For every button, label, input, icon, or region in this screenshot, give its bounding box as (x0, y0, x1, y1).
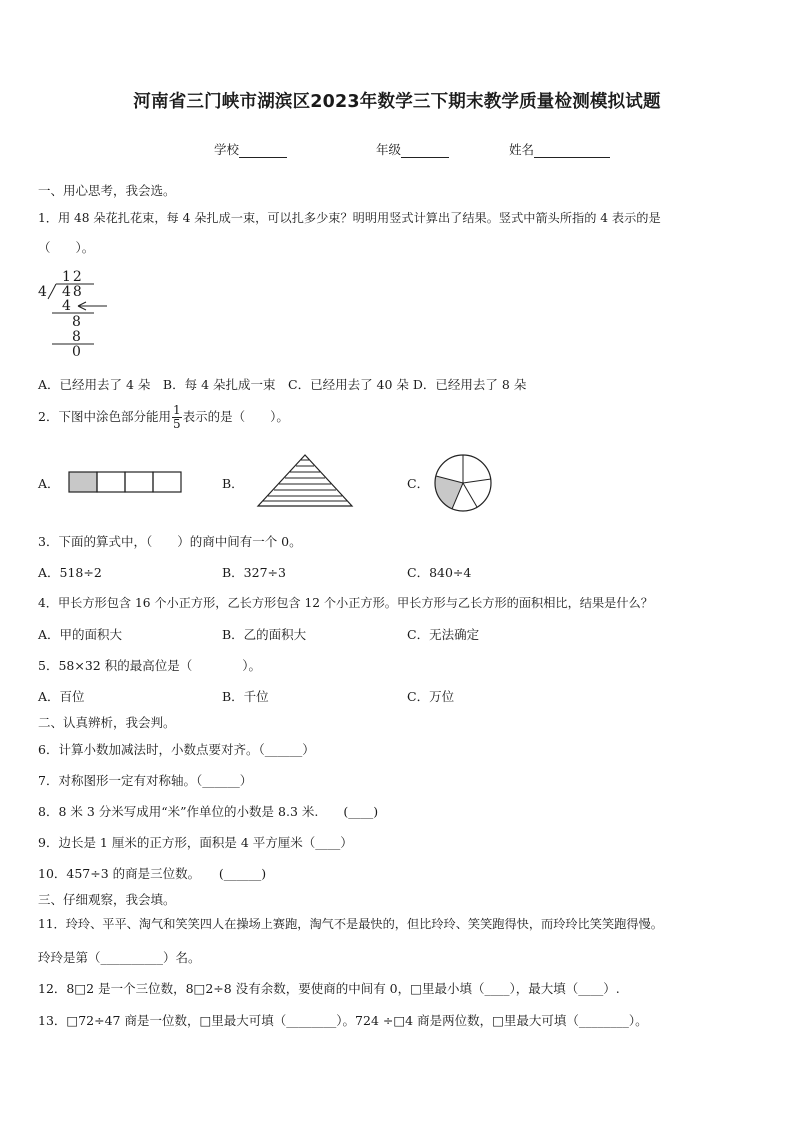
remainder: 0 (72, 344, 81, 360)
q2-stem-suffix: 表示的是（ ）。 (182, 409, 289, 424)
grade-label: 年级 (376, 142, 402, 157)
q6-statement: 6．计算小数加减法时，小数点要对齐。（______） (38, 742, 315, 757)
strip-cell (97, 472, 125, 492)
strip-cell (153, 472, 181, 492)
q10-statement: 10．457÷3 的商是三位数。 (______) (38, 866, 267, 881)
section-3-heading: 三、仔细观察，我会填。 (38, 892, 176, 907)
step-product-2: 8 (72, 329, 81, 345)
q2-option-a-label: A． (38, 476, 60, 491)
q2-option-b-label: B． (222, 476, 244, 491)
q12-stem: 12．8□2 是一个三位数，8□2÷8 没有余数，要使商的中间有 0，□里最小填（____），最大填（____）. (38, 981, 620, 996)
q3-option-b: B．327÷3 (222, 565, 286, 580)
divisor: 4 (38, 284, 47, 300)
section-1-heading: 一、用心思考，我会选。 (38, 183, 176, 198)
q3-option-a: A．518÷2 (38, 565, 102, 580)
q5-option-b: B．千位 (222, 689, 269, 704)
strip-figure (69, 472, 181, 492)
q2-stem-prefix: 2．下图中涂色部分能用 (38, 409, 171, 424)
q11-stem: 11．玲玲、平平、淘气和笑笑四人在操场上赛跑，淘气不是最快的，但比玲玲、笑笑跑得快，而玲玲比笑笑跑得慢。 (38, 917, 663, 931)
q3-option-c: C．840÷4 (407, 565, 472, 580)
q1-stem-cont: （ ）。 (38, 240, 95, 255)
q3-stem: 3．下面的算式中，（ ）的商中间有一个 0。 (38, 534, 302, 549)
q4-option-b: B．乙的面积大 (222, 627, 307, 642)
page-title: 河南省三门峡市湖滨区2023年数学三下期末教学质量检测模拟试题 (133, 92, 661, 112)
fraction-numerator: 1 (172, 403, 181, 417)
step-product-1: 4 (62, 298, 71, 314)
fraction-denominator: 5 (172, 417, 181, 431)
strip-cell-shaded (69, 472, 97, 492)
step-bring-down: 8 (72, 314, 81, 330)
section-2-heading: 二、认真辨析，我会判。 (38, 715, 176, 730)
q1-options: A．已经用去了 4 朵 B．每 4 朵扎成一束 C．已经用去了 40 朵 D．已经用去了 8 朵 (38, 377, 527, 392)
q1-stem: 1．用 48 朵花扎花束，每 4 朵扎成一束，可以扎多少束？明明用竖式计算出了结果。竖式中箭头所指的 4 表示的是 (38, 211, 661, 225)
circle-radius (463, 479, 491, 483)
q13-stem: 13．□72÷47 商是一位数，□里最大可填（________）。724 ÷□4 商是两位数，□里最大可填（________）。 (38, 1013, 648, 1028)
q4-option-a: A．甲的面积大 (38, 627, 123, 642)
triangle-outline (258, 455, 352, 506)
q7-statement: 7．对称图形一定有对称轴。（______） (38, 773, 253, 788)
strip-cell (125, 472, 153, 492)
divided-circle-figure (435, 455, 491, 511)
q4-option-c: C．无法确定 (407, 627, 480, 642)
school-label: 学校 (214, 142, 240, 157)
name-label: 姓名 (509, 142, 535, 157)
circle-radius (463, 483, 477, 507)
q11-stem-cont: 玲玲是第（__________）名。 (38, 950, 201, 965)
q4-stem: 4．甲长方形包含 16 个小正方形，乙长方形包含 12 个小正方形。甲长方形与乙长方形的面积相比，结果是什么？ (38, 596, 653, 610)
dividend: 48 (62, 284, 84, 300)
q5-stem: 5．58×32 积的最高位是（ ）。 (38, 658, 261, 673)
q9-statement: 9．边长是 1 厘米的正方形，面积是 4 平方厘米（____） (38, 835, 353, 850)
quotient: 12 (62, 269, 84, 285)
q8-statement: 8．8 米 3 分米写成用“米”作单位的小数是 8.3 米. (____) (38, 804, 379, 819)
q5-option-c: C．万位 (407, 689, 455, 704)
q2-option-c-label: C． (407, 476, 430, 491)
striped-triangle-figure (258, 455, 352, 506)
q5-option-a: A．百位 (38, 689, 85, 704)
